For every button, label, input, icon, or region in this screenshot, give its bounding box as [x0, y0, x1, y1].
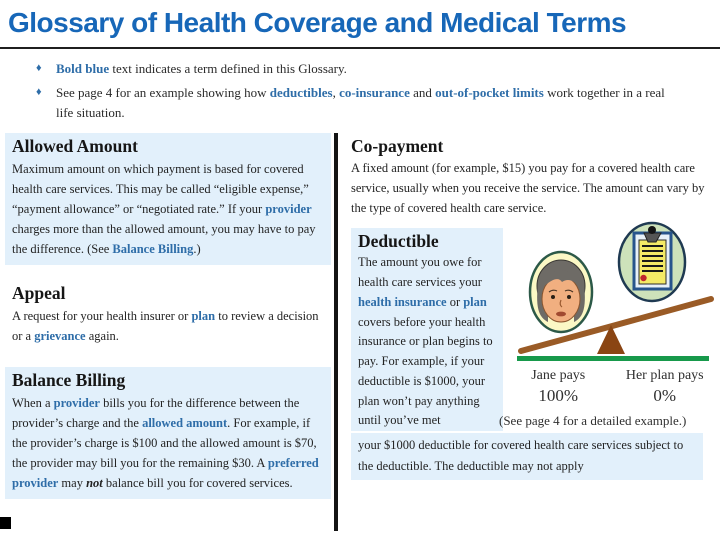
term-definition-appeal: A request for your health insurer or plan to review a decision or a grievance again.	[12, 309, 319, 344]
entry-co-payment	[351, 133, 707, 218]
jane-pays-value: 100%	[538, 386, 579, 406]
plan-pays-label: Her plan pays	[625, 368, 704, 384]
term-heading-deductible: Deductible	[358, 231, 439, 252]
medical-bill-icon	[619, 223, 685, 301]
slide-corner-marker	[0, 517, 11, 529]
jane-pays-label: Jane pays	[531, 368, 586, 384]
seesaw-labels	[505, 368, 718, 407]
entry-allowed-amount	[5, 133, 331, 265]
term-definition-deductible: The amount you owe for health care services your health insurance or plan covers before your health insurance or plan begins to pay. For example, if your deductible is $1000, your plan won’t pay anything until you’ve met	[358, 255, 493, 428]
seesaw-illustration	[505, 218, 717, 366]
page-title: Glossary of Health Coverage and Medical Terms	[8, 7, 627, 38]
deductible-seesaw-figure	[499, 218, 718, 431]
term-heading-allowed-amount: Allowed Amount	[12, 136, 138, 157]
term-definition-balance-billing: When a provider bills you for the difference between the provider’s charge and the allowed amount. For example, if the provider’s charge is $100 and the allowed amount is $70, the provider may bill you for the remaining $30. A preferred provider may not balance bill you for covered services.	[12, 396, 319, 491]
right-column	[338, 133, 720, 531]
intro-bullet-bold-blue: ♦ Bold blue text indicates a term defined in this Glossary.	[36, 59, 684, 79]
deductible-text-block	[351, 228, 503, 431]
term-definition-deductible-continued: your $1000 deductible for covered health care services subject to the deductible. The deductible may not apply	[358, 438, 684, 473]
term-heading-appeal: Appeal	[12, 283, 66, 304]
intro-bullet-list	[36, 59, 696, 123]
term-definition-allowed-amount: Maximum amount on which payment is based for covered health care services. This may be called “eligible expense,” “payment allowance” or “negotiated rate.” If your provider charges more than the allowed amount, you may have to pay the difference. (See Balance Billing.)	[12, 162, 316, 257]
figure-caption: (See page 4 for a detailed example.)	[499, 413, 687, 429]
term-definition-co-payment: A fixed amount (for example, $15) you pay for a covered health care service, usually when you receive the service. The amount can vary by the type of covered health care service.	[351, 161, 705, 216]
plan-pays-label-group	[612, 368, 719, 407]
plan-pays-value: 0%	[653, 386, 677, 406]
entry-balance-billing	[5, 367, 331, 499]
title-divider	[0, 47, 720, 49]
entry-appeal	[5, 280, 331, 352]
glossary-columns	[0, 133, 720, 531]
woman-face-icon	[530, 252, 592, 332]
ground-line-icon	[517, 356, 709, 361]
term-heading-co-payment: Co-payment	[351, 136, 444, 157]
jane-pays-label-group	[505, 368, 612, 407]
deductible-continued-block	[351, 433, 703, 480]
left-column	[0, 133, 331, 531]
intro-bullet-see-page-4: ♦ See page 4 for an example showing how deductibles, co-insurance and out-of-pocket limits work together in a real life situation.	[36, 83, 684, 123]
term-heading-balance-billing: Balance Billing	[12, 370, 126, 391]
entry-deductible	[351, 228, 720, 431]
